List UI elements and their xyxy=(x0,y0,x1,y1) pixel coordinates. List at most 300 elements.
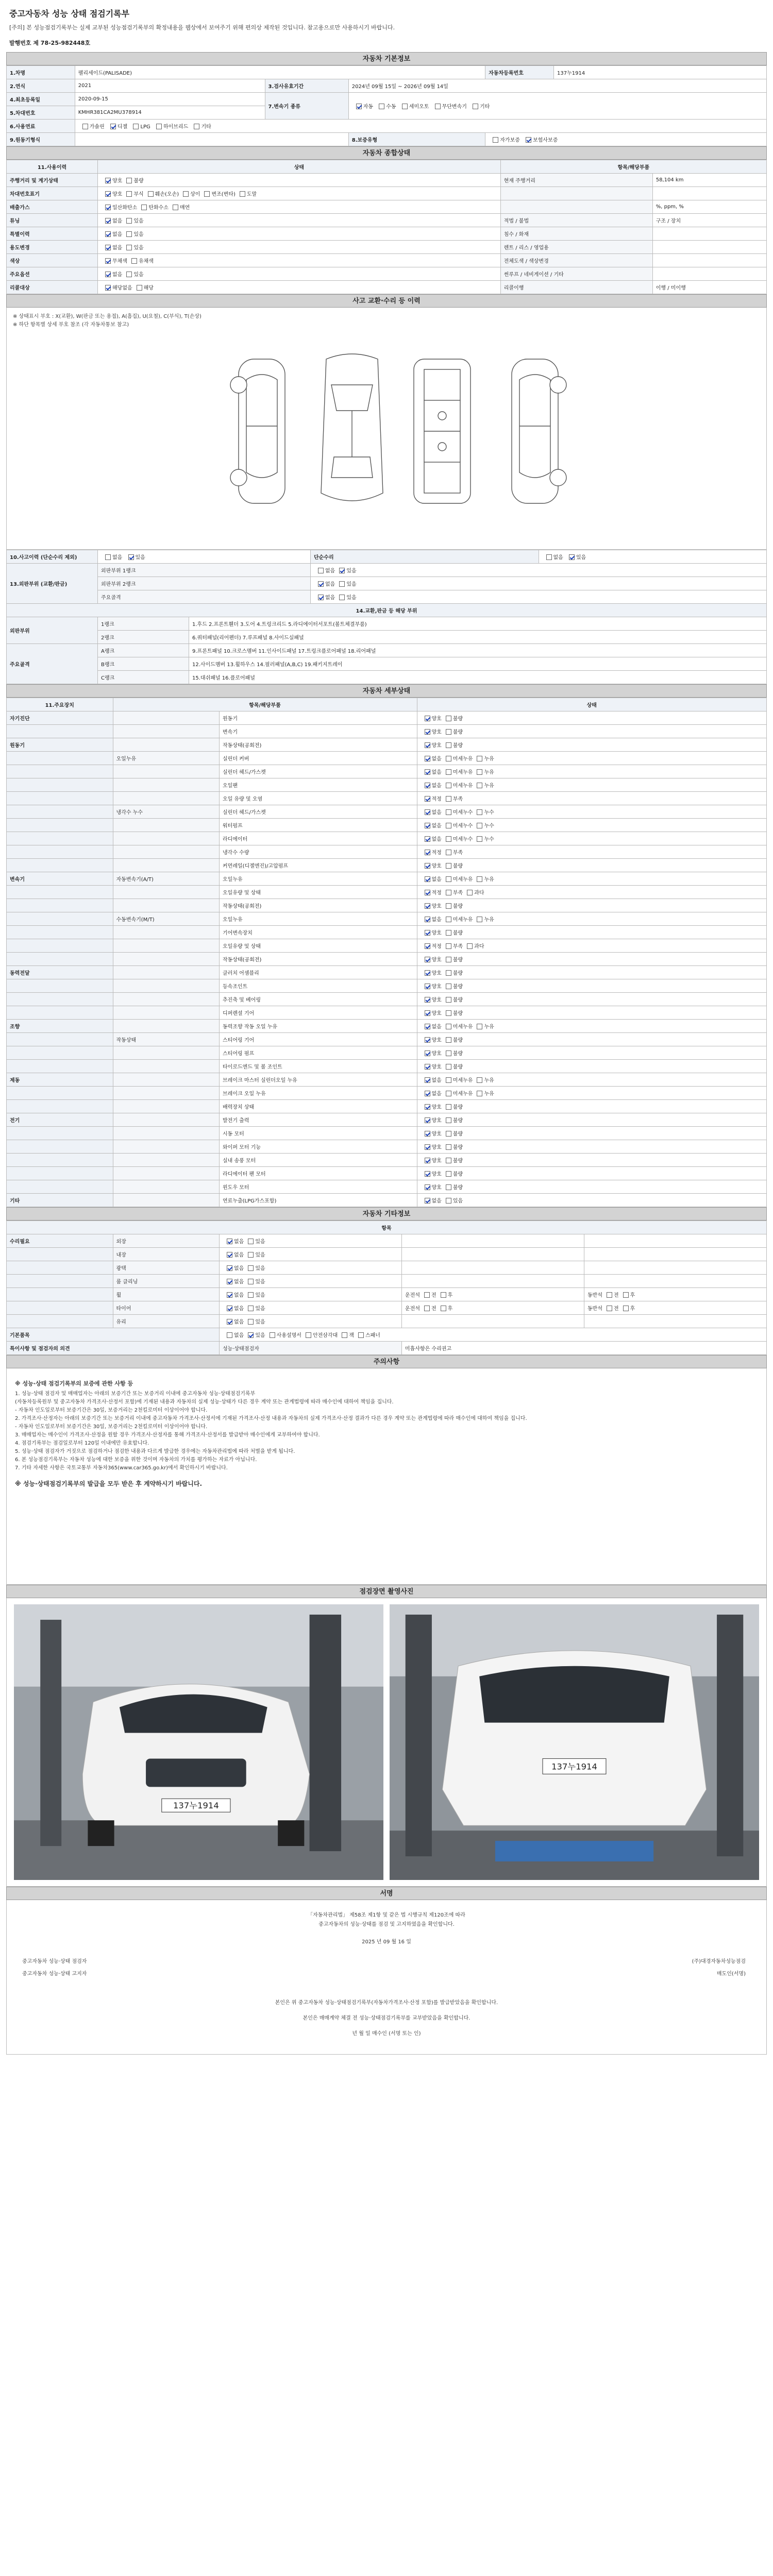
fuel-opt-0: 가솔린 xyxy=(89,124,105,130)
other-group xyxy=(7,1275,113,1288)
detail-opt-checkbox xyxy=(425,917,430,922)
detail-item: 작동상태(공회전) xyxy=(220,953,417,966)
buyer-line-2: 본인은 매매계약 체결 전 성능·상태점검기록부를 교부받았음을 확인합니다. xyxy=(303,2015,470,2021)
detail-opt-checkbox xyxy=(446,1077,451,1083)
detail-opt-checkbox xyxy=(425,943,430,949)
other-group xyxy=(7,1315,113,1328)
tire-side-driver: 운전석 xyxy=(405,1293,420,1298)
detail-group xyxy=(7,1046,113,1060)
rc-parts: 15.대쉬패널 16.플로어패널 xyxy=(189,671,767,684)
detail-opt-label: 없음 xyxy=(431,1078,442,1083)
detail-opt-label: 불량 xyxy=(452,1118,463,1124)
detail-opt-checkbox xyxy=(425,890,430,895)
notes-line: 6. 본 성능점검기록부는 자동차 성능에 대한 보증을 위한 것이며 자동차의 가치를 평가하는 자료가 아닙니다. xyxy=(15,1457,257,1463)
trans-label: 7.변속기 종류 xyxy=(265,93,348,120)
detail-opt-label: 불량 xyxy=(452,971,463,976)
detail-opt-checkbox xyxy=(446,1050,451,1056)
detail-item: 라디에이터 팬 모터 xyxy=(220,1167,417,1180)
trans-opt-1: 수동 xyxy=(386,104,396,110)
rank2-opt-1: 있음 xyxy=(346,582,357,587)
main-frame-label: 주요골격 xyxy=(98,590,311,604)
basic-item-opt-label: 없음 xyxy=(234,1333,244,1338)
cond-row-value xyxy=(652,254,766,267)
detail-opt-checkbox xyxy=(446,1037,451,1043)
detail-group xyxy=(7,859,113,872)
opinion-text: 미흡사항은 수리권고 xyxy=(402,1342,767,1355)
main-no-checkbox xyxy=(318,595,324,600)
ra-label: A랭크 xyxy=(98,644,189,657)
detail-opt-label: 불량 xyxy=(452,997,463,1003)
detail-opt-label: 양호 xyxy=(431,1051,442,1057)
detail-item: 발전기 출력 xyxy=(220,1113,417,1127)
detail-opt-checkbox xyxy=(446,984,451,989)
cond-opt-label: 상이 xyxy=(190,192,200,197)
car-frame xyxy=(414,359,470,503)
detail-item: 시동 모터 xyxy=(220,1127,417,1140)
tire-opt-checkbox xyxy=(441,1306,446,1311)
detail-item: 클러치 어셈블리 xyxy=(220,966,417,979)
simple-no-checkbox xyxy=(546,554,552,560)
other-opt-label: 없음 xyxy=(234,1293,244,1298)
detail-sub xyxy=(113,725,220,738)
period-value: 2024년 09월 15일 ~ 2026년 09월 14일 xyxy=(348,79,766,93)
other-opt-label: 없음 xyxy=(234,1266,244,1272)
cond-opt-label: 훼손(오손) xyxy=(155,192,179,197)
other-row xyxy=(7,1261,767,1275)
detail-opt-checkbox xyxy=(425,823,430,828)
detail-opt-label: 불량 xyxy=(452,930,463,936)
detail-state xyxy=(417,819,767,832)
detail-opt-checkbox xyxy=(477,809,482,815)
other-item: 유리 xyxy=(113,1315,220,1328)
fuel-opt-4: 기타 xyxy=(201,124,211,130)
detail-group xyxy=(7,886,113,899)
r1-parts: 1.후드 2.프론트휀더 3.도어 4.트렁크리드 5.라디에이터서포트(볼트체결부품) xyxy=(189,617,767,631)
detail-opt-checkbox xyxy=(425,836,430,842)
cond-opt-label: 변조(변타) xyxy=(211,192,236,197)
detail-item: 실내 송풍 모터 xyxy=(220,1154,417,1167)
detail-opt-label: 불량 xyxy=(452,1011,463,1016)
detail-opt-checkbox xyxy=(467,943,473,949)
rear-photo xyxy=(390,1604,759,1880)
other-side-1 xyxy=(402,1234,584,1248)
front-photo-image xyxy=(14,1604,383,1880)
basic-item-opt-label: 사용설명서 xyxy=(276,1333,301,1338)
detail-opt-checkbox xyxy=(446,729,451,735)
detail-item: 워터펌프 xyxy=(220,819,417,832)
detail-opt-label: 미세누수 xyxy=(452,837,473,842)
other-opt-label: 있음 xyxy=(255,1293,265,1298)
detail-opt-label: 미세누유 xyxy=(452,770,473,775)
detail-state xyxy=(417,725,767,738)
cond-row-value xyxy=(652,227,766,241)
cond-row-extra xyxy=(500,187,652,200)
cond-opt-checkbox xyxy=(240,191,245,197)
detail-row xyxy=(7,912,767,926)
detail-row xyxy=(7,1046,767,1060)
detail-opt-checkbox xyxy=(446,756,451,761)
section-notes: 주의사항 xyxy=(6,1355,767,1368)
other-row xyxy=(7,1315,767,1328)
other-side-1 xyxy=(402,1275,584,1288)
tire-side-driver: 운전석 xyxy=(405,1306,420,1312)
detail-opt-label: 적정 xyxy=(431,944,442,950)
tire-opt-label: 후 xyxy=(630,1293,635,1298)
detail-sub xyxy=(113,832,220,845)
other-side-2 xyxy=(584,1315,767,1328)
cond-row-label: 주행거리 및 계기상태 xyxy=(7,174,98,187)
detail-opt-checkbox xyxy=(446,769,451,775)
detail-state xyxy=(417,1006,767,1020)
detail-opt-label: 없음 xyxy=(431,837,442,842)
main-yes-checkbox xyxy=(339,595,345,600)
warranty-label: 8.보증유형 xyxy=(348,133,485,146)
detail-opt-checkbox xyxy=(477,769,482,775)
fuel-other-checkbox xyxy=(194,124,199,129)
detail-row xyxy=(7,859,767,872)
detail-row xyxy=(7,939,767,953)
detail-item: 추진축 및 베어링 xyxy=(220,993,417,1006)
detail-item: 타이로드엔드 및 볼 조인트 xyxy=(220,1060,417,1073)
cond-row-extra: 전체도색 / 색상변경 xyxy=(500,254,652,267)
detail-group xyxy=(7,1087,113,1100)
detail-state xyxy=(417,1033,767,1046)
detail-row xyxy=(7,1020,767,1033)
other-group xyxy=(7,1248,113,1261)
detail-sub: 수동변속기(M/T) xyxy=(113,912,220,926)
notes-line: - 자동차 인도일로부터 보증기간은 30일, 보증거리는 2천킬로미터 이상이어야 합니다. xyxy=(15,1424,208,1430)
r2-label: 2랭크 xyxy=(98,631,189,644)
detail-group xyxy=(7,979,113,993)
detail-item: 실린더 헤드/가스켓 xyxy=(220,765,417,778)
cond-opt-label: 탄화수소 xyxy=(148,205,169,211)
detail-sub: 자동변속기(A/T) xyxy=(113,872,220,886)
detail-opt-label: 불량 xyxy=(452,730,463,735)
detail-item: 동력조향 작동 오일 누유 xyxy=(220,1020,417,1033)
other-row xyxy=(7,1275,767,1288)
detail-row xyxy=(7,805,767,819)
detail-group xyxy=(7,1140,113,1154)
detail-opt-checkbox xyxy=(446,876,451,882)
detail-opt-label: 누수 xyxy=(484,823,494,829)
tire-side-passenger: 동반석 xyxy=(587,1293,602,1298)
inspector-label: 중고자동차 성능·상태 점검자 xyxy=(22,1959,87,1964)
detail-opt-label: 미세누유 xyxy=(452,1078,473,1083)
cond-row-value xyxy=(652,241,766,254)
basic-item-opt-checkbox xyxy=(227,1332,232,1338)
detail-group: 변속기 xyxy=(7,872,113,886)
tire-opt-checkbox xyxy=(607,1292,612,1298)
detail-opt-checkbox xyxy=(446,850,451,855)
detail-opt-checkbox xyxy=(425,1050,430,1056)
detail-group xyxy=(7,765,113,778)
other-opt-checkbox xyxy=(227,1265,232,1271)
warranty-opt-1: 보험사보증 xyxy=(533,138,558,143)
detail-item: 스티어링 기어 xyxy=(220,1033,417,1046)
detail-opt-label: 적정 xyxy=(431,796,442,802)
accident-legend xyxy=(13,313,201,329)
detail-opt-label: 양호 xyxy=(431,716,442,722)
opinion-label: 특이사항 및 점검자의 의견 xyxy=(7,1342,220,1355)
detail-opt-checkbox xyxy=(467,890,473,895)
detail-opt-checkbox xyxy=(446,863,451,869)
detail-opt-checkbox xyxy=(446,930,451,936)
rank1-label: 외판부위 1랭크 xyxy=(98,564,311,577)
tire-opt-checkbox xyxy=(623,1306,629,1311)
cond-opt-checkbox xyxy=(105,272,111,277)
detail-opt-checkbox xyxy=(446,890,451,895)
detail-opt-label: 양호 xyxy=(431,1011,442,1016)
detail-item: 오일팬 xyxy=(220,778,417,792)
other-opt-label: 없음 xyxy=(234,1239,244,1245)
detail-state xyxy=(417,926,767,939)
detail-state xyxy=(417,738,767,752)
other-opt-label: 없음 xyxy=(234,1252,244,1258)
basic-info-table xyxy=(6,65,767,146)
detail-opt-label: 없음 xyxy=(431,917,442,923)
cond-row xyxy=(7,200,767,214)
detail-opt-label: 불량 xyxy=(452,743,463,749)
section-photos: 점검장면 촬영사진 xyxy=(6,1585,767,1598)
detail-row xyxy=(7,752,767,765)
cond-opt-label: 없음 xyxy=(112,218,123,224)
detail-opt-label: 양호 xyxy=(431,1105,442,1110)
detail-state xyxy=(417,1046,767,1060)
detail-opt-checkbox xyxy=(446,1024,451,1029)
document-title: 중고자동차 성능 상태 점검기록부 xyxy=(9,9,130,19)
other-opt-label: 있음 xyxy=(255,1252,265,1258)
basic-item-opt-checkbox xyxy=(270,1332,275,1338)
detail-group xyxy=(7,778,113,792)
detail-opt-checkbox xyxy=(425,1117,430,1123)
part-header: 14.교환,판금 등 해당 부위 xyxy=(7,604,767,617)
other-state xyxy=(220,1301,402,1315)
cond-row-options xyxy=(98,281,501,294)
detail-sub xyxy=(113,778,220,792)
notes-line: (자동차등록원부 및 중고자동차 가격조사·산정서 포함)에 기재된 내용과 자동차의 실제 성능·상태가 다른 경우 계약 또는 관계법령에 따라 매수인에 대하여 책임을 집니다. xyxy=(15,1399,394,1405)
detail-item: 오일 유량 및 오염 xyxy=(220,792,417,805)
other-state xyxy=(220,1234,402,1248)
cond-opt-checkbox xyxy=(141,205,147,210)
tire-opt-checkbox xyxy=(424,1306,430,1311)
detail-item: 오일유량 및 상태 xyxy=(220,886,417,899)
other-side-2 xyxy=(584,1234,767,1248)
detail-row xyxy=(7,1140,767,1154)
detail-row xyxy=(7,899,767,912)
fuel-label: 6.사용연료 xyxy=(7,120,75,133)
detail-opt-label: 없음 xyxy=(431,1024,442,1030)
detail-opt-label: 없음 xyxy=(431,1091,442,1097)
cond-row xyxy=(7,241,767,254)
cond-row-options xyxy=(98,267,501,281)
detail-sub xyxy=(113,1020,220,1033)
simple-opt-1: 있음 xyxy=(576,555,586,561)
detail-state xyxy=(417,1140,767,1154)
other-state xyxy=(220,1261,402,1275)
trans-opt-0: 자동 xyxy=(363,104,374,110)
detail-sub xyxy=(113,926,220,939)
other-item: 외장 xyxy=(113,1234,220,1248)
detail-opt-label: 양호 xyxy=(431,957,442,963)
detail-state xyxy=(417,886,767,899)
detail-table xyxy=(6,698,767,1207)
detail-group xyxy=(7,1006,113,1020)
basic-item-opt-checkbox xyxy=(248,1332,254,1338)
trans-cvt-checkbox xyxy=(435,104,441,109)
detail-row xyxy=(7,886,767,899)
warranty-options xyxy=(485,133,767,146)
sign-date: 2025 년 09 월 16 일 xyxy=(362,1939,411,1945)
cond-row-value xyxy=(652,187,766,200)
detail-sub xyxy=(113,899,220,912)
notes-heading-1: ※ 성능·상태 점검기록부의 보증에 관한 사항 등 xyxy=(15,1380,133,1387)
main-opt-0: 없음 xyxy=(325,595,335,601)
rc-label: C랭크 xyxy=(98,671,189,684)
reg-no-value: 137누1914 xyxy=(554,66,767,79)
detail-item: 배력장치 상태 xyxy=(220,1100,417,1113)
buyer-sign-line: 년 월 일 매수인 (서명 또는 인) xyxy=(352,2031,421,2037)
cond-row-extra: 썬루프 / 네비게이션 / 기타 xyxy=(500,267,652,281)
detail-opt-label: 미세누유 xyxy=(452,877,473,883)
warranty-self-checkbox xyxy=(493,137,498,143)
detail-state xyxy=(417,993,767,1006)
detail-state xyxy=(417,845,767,859)
other-state xyxy=(220,1275,402,1288)
other-state xyxy=(220,1315,402,1328)
cond-row-extra: 리콜이행 xyxy=(500,281,652,294)
detail-opt-label: 부족 xyxy=(452,796,463,802)
other-row xyxy=(7,1288,767,1301)
period-label: 3.검사유효기간 xyxy=(265,79,348,93)
detail-row xyxy=(7,765,767,778)
detail-sub xyxy=(113,845,220,859)
detail-sub xyxy=(113,1073,220,1087)
frame-parts-label: 주요골격 xyxy=(7,644,98,684)
detail-opt-checkbox xyxy=(425,850,430,855)
vin-label: 5.차대번호 xyxy=(7,106,75,120)
cond-row-options xyxy=(98,241,501,254)
detail-opt-checkbox xyxy=(477,836,482,842)
detail-opt-label: 누유 xyxy=(484,770,494,775)
detail-item: 오일누유 xyxy=(220,872,417,886)
inspector-value: (주)대경자동차성능점검 xyxy=(692,1959,746,1964)
detail-opt-checkbox xyxy=(425,1010,430,1016)
other-opt-checkbox xyxy=(248,1252,254,1258)
rank2-label: 외판부위 2랭크 xyxy=(98,577,311,590)
detail-state xyxy=(417,912,767,926)
other-state xyxy=(220,1248,402,1261)
detail-row xyxy=(7,1127,767,1140)
detail-header-state: 상태 xyxy=(417,698,767,711)
detail-group: 동력전달 xyxy=(7,966,113,979)
car-name-value: 팰리세이드(PALISADE) xyxy=(75,66,485,79)
detail-opt-label: 없음 xyxy=(431,756,442,762)
detail-sub xyxy=(113,1140,220,1154)
cond-opt-label: 해당 xyxy=(143,285,154,291)
detail-item: 등속조인트 xyxy=(220,979,417,993)
section-other: 자동차 기타정보 xyxy=(6,1207,767,1221)
warranty-opt-0: 자가보증 xyxy=(500,138,520,143)
detail-sub xyxy=(113,711,220,725)
detail-opt-label: 양호 xyxy=(431,1172,442,1177)
detail-sub xyxy=(113,738,220,752)
notes-line: 3. 매매업자는 매수인이 가격조사·산정을 원할 경우 가격조사·산정자를 통해 가격조사·산정서를 발급받아 매수인에게 교부하여야 합니다. xyxy=(15,1432,320,1438)
notes-line: - 자동차 인도일로부터 보증기간은 30일, 보증거리는 2천킬로미터 이상이어야 합니다. xyxy=(15,1408,208,1413)
cond-row-extra: 침수 / 화재 xyxy=(500,227,652,241)
car-side-right xyxy=(512,359,566,503)
tire-opt-checkbox xyxy=(607,1306,612,1311)
detail-opt-label: 양호 xyxy=(431,984,442,990)
cond-opt-checkbox xyxy=(126,178,132,183)
detail-group: 원동기 xyxy=(7,738,113,752)
detail-state xyxy=(417,953,767,966)
rank2-options xyxy=(311,577,767,590)
detail-row xyxy=(7,979,767,993)
repair-label: 10.사고이력 (단순수리 제외) xyxy=(7,550,98,564)
tire-opt-label: 후 xyxy=(447,1293,453,1298)
notice-text: [주의] 본 성능점검기록부는 실제 교부된 성능점검기록부의 확정내용을 웹상에서 보여주기 위해 편의상 제작된 것입니다. 참고용으로만 사용하시기 바랍니다. xyxy=(9,24,395,31)
tire-opt-label: 전 xyxy=(431,1306,436,1312)
other-side-1 xyxy=(402,1248,584,1261)
cond-row-options xyxy=(98,187,501,200)
detail-item: 실린더 커버 xyxy=(220,752,417,765)
detail-opt-checkbox xyxy=(477,756,482,761)
basic-item-opt-label: 잭 xyxy=(349,1333,354,1338)
warranty-insurer-checkbox xyxy=(526,137,531,143)
detail-sub xyxy=(113,1113,220,1127)
cond-row-extra xyxy=(500,200,652,214)
other-opt-checkbox xyxy=(227,1292,232,1298)
other-opt-label: 있음 xyxy=(255,1266,265,1272)
detail-opt-checkbox xyxy=(446,1198,451,1204)
simple-repair-label: 단순수리 xyxy=(311,550,539,564)
detail-row xyxy=(7,1033,767,1046)
front-plate-text: 137누1914 xyxy=(173,1801,219,1811)
detail-opt-label: 불량 xyxy=(452,1145,463,1150)
detail-sub: 작동상태 xyxy=(113,1033,220,1046)
detail-opt-checkbox xyxy=(446,1184,451,1190)
detail-sub xyxy=(113,819,220,832)
cond-opt-checkbox xyxy=(105,205,111,210)
detail-opt-checkbox xyxy=(425,796,430,802)
detail-state xyxy=(417,1167,767,1180)
cond-row xyxy=(7,267,767,281)
other-opt-label: 있음 xyxy=(255,1279,265,1285)
detail-row xyxy=(7,1073,767,1087)
detail-opt-checkbox xyxy=(425,1064,430,1070)
detail-row xyxy=(7,1180,767,1194)
detail-opt-checkbox xyxy=(425,756,430,761)
cond-opt-checkbox xyxy=(105,231,111,237)
cond-row-value: 이행 / 미이행 xyxy=(652,281,766,294)
other-side-2 xyxy=(584,1248,767,1261)
cond-opt-checkbox xyxy=(126,191,132,197)
cond-opt-label: 해당없음 xyxy=(112,285,132,291)
section-accident: 사고 교환·수리 등 이력 xyxy=(6,294,767,308)
cond-opt-checkbox xyxy=(105,245,111,250)
detail-opt-checkbox xyxy=(425,809,430,815)
trans-auto-checkbox xyxy=(356,104,362,109)
detail-row xyxy=(7,953,767,966)
detail-group xyxy=(7,845,113,859)
detail-group xyxy=(7,752,113,765)
detail-item: 오일누유 xyxy=(220,912,417,926)
detail-group xyxy=(7,1100,113,1113)
other-group xyxy=(7,1301,113,1315)
detail-item: 냉각수 수량 xyxy=(220,845,417,859)
dealer-label: 중고자동차 성능·상태 고지자 xyxy=(22,1971,87,1977)
detail-group xyxy=(7,953,113,966)
